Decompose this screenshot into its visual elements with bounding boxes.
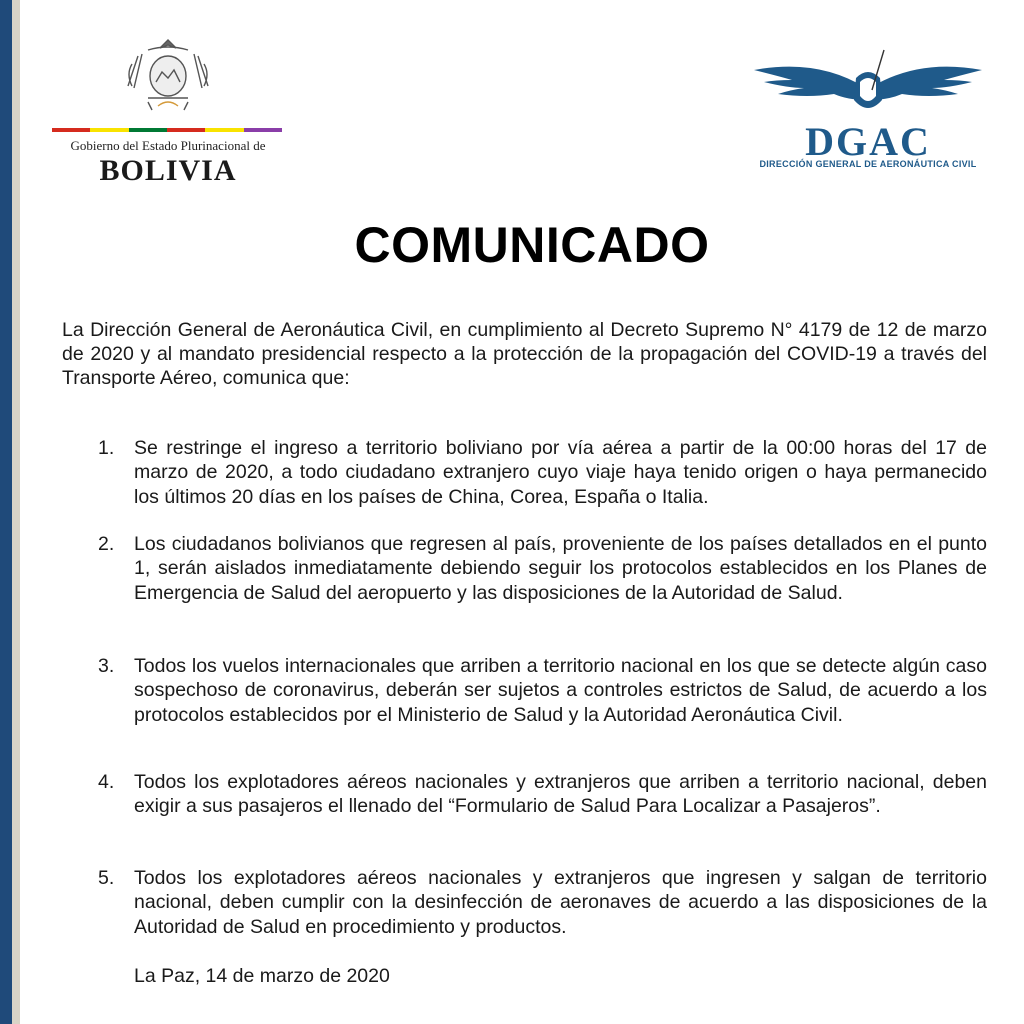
left-border-bar <box>0 0 12 1024</box>
list-item-number: 1. <box>98 437 115 459</box>
tricolor-line <box>52 128 282 132</box>
list-item-text: Todos los vuelos internacionales que arriben a territorio nacional en los que se detecte algún caso sospechoso de coronavirus, deberán ser sujetos a controles estrictos de Salud, de acuerdo a los protocolos establecidos por el Ministerio de Salud y la Autoridad Aeronáutica Civil. <box>134 655 987 726</box>
list-item-number: 3. <box>98 655 115 677</box>
list-item-number: 4. <box>98 771 115 793</box>
list-item-text: Los ciudadanos bolivianos que regresen al país, proveniente de los países detallados en el punto 1, serán aislados inmediatamente debiendo seguir los protocolos establecidos en los Planes de Emergencia de Salud del aeropuerto y las disposiciones de la Autoridad de Salud. <box>134 533 987 604</box>
wings-icon <box>748 48 988 120</box>
gov-subtitle: Gobierno del Estado Plurinacional de <box>70 138 266 153</box>
coat-of-arms-icon <box>118 36 218 116</box>
dgac-logo <box>748 48 988 178</box>
intro-paragraph: La Dirección General de Aeronáutica Civil, en cumplimiento al Decreto Supremo N° 4179 de 12 de marzo de 2020 y al mandato presidencial respecto a la protección de la propagación del COVID-19 a través del Transporte Aéreo, comunica que: <box>62 319 987 389</box>
left-border-accent <box>12 0 20 1024</box>
bolivia-government-logo <box>48 36 288 186</box>
list-item-text: Se restringe el ingreso a territorio boliviano por vía aérea a partir de la 00:00 horas del 17 de marzo de 2020, a todo ciudadano extranjero cuyo viaje haya tenido origen o haya permanecido los últimos 20 días en los países de China, Corea, España o Italia. <box>134 437 987 508</box>
dgac-acronym: DGAC <box>805 119 931 164</box>
list-item-number: 5. <box>98 867 115 889</box>
signoff-date: La Paz, 14 de marzo de 2020 <box>134 965 390 987</box>
dgac-full-name: DIRECCIÓN GENERAL DE AERONÁUTICA CIVIL <box>759 159 977 169</box>
page-title: COMUNICADO <box>354 217 710 273</box>
gov-name: BOLIVIA <box>99 154 237 187</box>
list-item-text: Todos los explotadores aéreos nacionales y extranjeros que arriben a territorio nacional, deben exigir a sus pasajeros el llenado del “Formulario de Salud Para Localizar a Pasajeros”. <box>134 771 987 818</box>
list-item-number: 2. <box>98 533 115 555</box>
list-item-text: Todos los explotadores aéreos nacionales y extranjeros que ingresen y salgan de territorio nacional, deben cumplir con la desinfección de aeronaves de acuerdo a las disposiciones de la Autoridad de Salud en procedimiento y productos. <box>134 867 987 938</box>
